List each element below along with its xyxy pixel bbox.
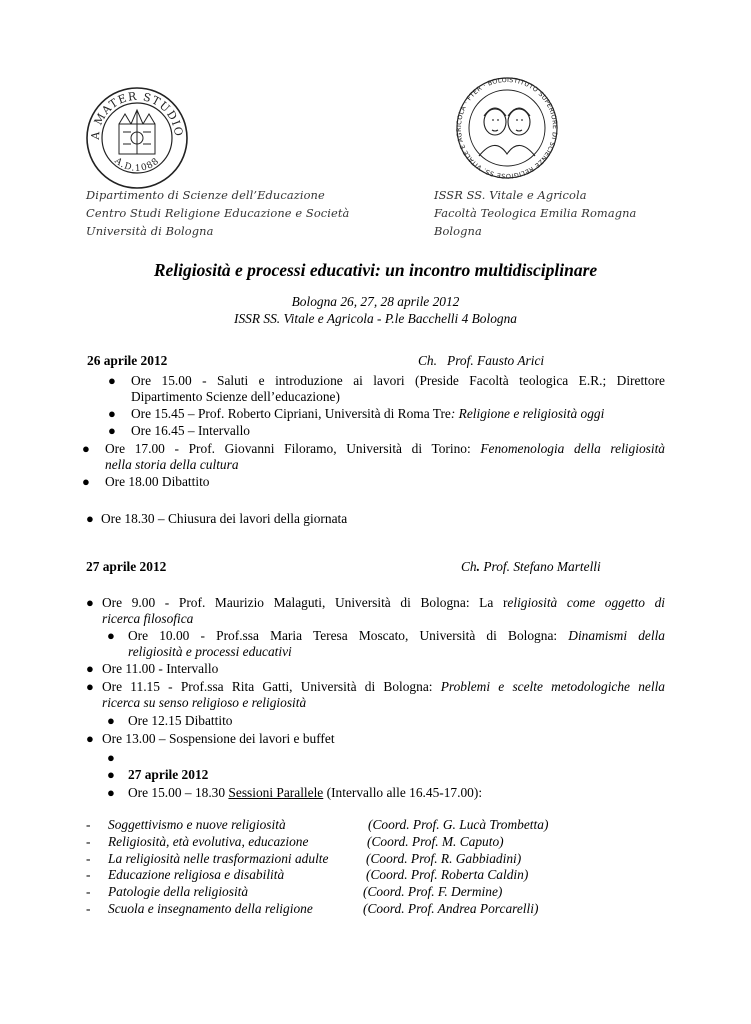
item-talk-title: eligiosità come oggetto di (507, 595, 665, 610)
bullet-icon: ● (86, 661, 94, 676)
day2-item-3: Ore 11.00 - Intervallo (102, 661, 219, 676)
day1-item-1-cont: Dipartimento Scienze dell’educazione) (131, 389, 340, 404)
day2-item-4 (102, 679, 665, 695)
chair-prefix: Ch (461, 559, 477, 574)
session-topic: Scuola e insegnamento della religione (108, 901, 313, 916)
day2-item-2 (128, 628, 665, 644)
item-talk-title: : Religione e religiosità oggi (450, 406, 605, 421)
day1-item-6: Ore 18.30 – Chiusura dei lavori della giornata (101, 511, 348, 526)
header-right-line: Facoltà Teologica Emilia Romagna (434, 206, 637, 220)
item-text: Ore 11.15 - Prof.ssa Rita Gatti, Università di Bologna: (102, 679, 441, 694)
svg-text:A.D.1088: A.D.1088 (112, 156, 162, 174)
event-venue: ISSR SS. Vitale e Agricola - P.le Bacchelli 4 Bologna (234, 311, 517, 326)
day1-item-4 (105, 441, 665, 457)
day2-item-4-cont: ricerca su senso religioso e religiosità (102, 695, 307, 710)
bullet-icon: ● (86, 731, 94, 746)
item-text: Ore 15.00 – 18.30 (128, 785, 229, 800)
session-coord: (Coord. Prof. Roberta Caldin) (366, 867, 529, 882)
bullet-icon: ● (107, 767, 115, 782)
bullet-icon: ● (107, 785, 115, 800)
header-left-line: Centro Studi Religione Educazione e Società (86, 206, 350, 220)
day2-item-2-cont: religiosità e processi educativi (128, 644, 292, 659)
day2-parallel-sessions (128, 785, 482, 801)
day1-item-1: Ore 15.00 - Saluti e introduzione ai lavori (Preside Facoltà teologica E.R.; Direttore (131, 373, 665, 388)
svg-text:ISTITUTO SUPERIORE DI SCIENZE: ISTITUTO SUPERIORE DI SCIENZE RELIGIOSE SS. VITALE E AGRICOLA · FTER · BOLO (455, 76, 559, 180)
session-coord: (Coord. Prof. F. Dermine) (363, 884, 503, 899)
day1-chair (418, 353, 544, 369)
university-seal-logo (85, 86, 189, 190)
day1-item-3: Ore 16.45 – Intervallo (131, 423, 250, 438)
day1-date: 26 aprile 2012 (87, 353, 168, 368)
header-right-block (434, 186, 674, 240)
event-dates: Bologna 26, 27, 28 aprile 2012 (291, 294, 460, 309)
day2-item-1 (102, 595, 665, 611)
session-topic: Soggettivismo e nuove religiosità (108, 817, 286, 832)
item-text: Ore 15.45 – Prof. Roberto Cipriani, Università di Roma Tre (131, 406, 451, 421)
bullet-icon: ● (108, 406, 116, 421)
bullet-icon: ● (107, 750, 115, 765)
bullet-icon: ● (86, 595, 94, 610)
day2-session-date: 27 aprile 2012 (128, 767, 209, 782)
chair-prefix: Ch. (418, 353, 437, 368)
bullet-icon: ● (108, 373, 116, 388)
bullet-icon: ● (108, 423, 116, 438)
bullet-icon: ● (107, 713, 115, 728)
session-topic: La religiosità nelle trasformazioni adulte (108, 851, 329, 866)
day1-item-5: Ore 18.00 Dibattito (105, 474, 210, 489)
day2-chair (461, 559, 601, 575)
item-text: Ore 9.00 - Prof. Maurizio Malaguti, Università di Bologna: La r (102, 595, 508, 610)
bullet-icon: ● (86, 679, 94, 694)
day2-item-5: Ore 12.15 Dibattito (128, 713, 233, 728)
item-text: Ore 10.00 - Prof.ssa Maria Teresa Moscato, Università di Bologna: (128, 628, 569, 643)
item-talk-title: Fenomenologia della religiosità (480, 441, 665, 456)
session-coord: (Coord. Prof. G. Lucà Trombetta) (368, 817, 549, 832)
header-right-line: Bologna (434, 224, 482, 238)
day2-item-6: Ore 13.00 – Sospensione dei lavori e buffet (102, 731, 335, 746)
dash-marker: - (86, 817, 91, 832)
header-left-line: Università di Bologna (86, 224, 214, 238)
document-title: Religiosità e processi educativi: un incontro multidisciplinare (153, 260, 598, 280)
item-talk-title: Dinamismi della (568, 628, 665, 643)
bullet-icon: ● (86, 511, 94, 526)
svg-text:ALMA MATER STUDIORUM: A MATER STUDIO (88, 89, 186, 141)
bullet-icon: ● (82, 441, 90, 456)
session-topic: Patologie della religiosità (108, 884, 249, 899)
dash-marker: - (86, 834, 91, 849)
chair-name: Prof. Stefano Martelli (480, 559, 601, 574)
item-text: (Intervallo alle 16.45-17.00): (323, 785, 483, 800)
session-topic: Educazione religiosa e disabilità (108, 867, 285, 882)
header-left-block (86, 186, 416, 240)
session-coord: (Coord. Prof. M. Caputo) (367, 834, 504, 849)
bullet-icon: ● (107, 628, 115, 643)
day1-item-4-cont: nella storia della cultura (105, 457, 239, 472)
session-topic: Religiosità, età evolutiva, educazione (108, 834, 309, 849)
dash-marker: - (86, 884, 91, 899)
chair-dot: . (476, 559, 480, 574)
issr-seal-logo (455, 76, 559, 180)
dash-marker: - (86, 901, 91, 916)
item-talk-title: Problemi e scelte metodologiche nella (440, 679, 666, 694)
session-coord: (Coord. Prof. R. Gabbiadini) (366, 851, 522, 866)
day2-date: 27 aprile 2012 (86, 559, 167, 574)
dash-marker: - (86, 867, 91, 882)
session-coord: (Coord. Prof. Andrea Porcarelli) (363, 901, 539, 916)
dash-marker: - (86, 851, 91, 866)
header-right-line: ISSR SS. Vitale e Agricola (434, 188, 587, 202)
item-text: Ore 17.00 - Prof. Giovanni Filoramo, Università di Torino: (105, 441, 481, 456)
bullet-icon: ● (82, 474, 90, 489)
day1-item-2 (131, 406, 604, 422)
sessions-label: Sessioni Parallele (228, 785, 324, 800)
header-left-line: Dipartimento di Scienze dell’Educazione (86, 188, 325, 202)
day2-item-1-cont: ricerca filosofica (102, 611, 194, 626)
chair-name: Prof. Fausto Arici (447, 353, 545, 368)
